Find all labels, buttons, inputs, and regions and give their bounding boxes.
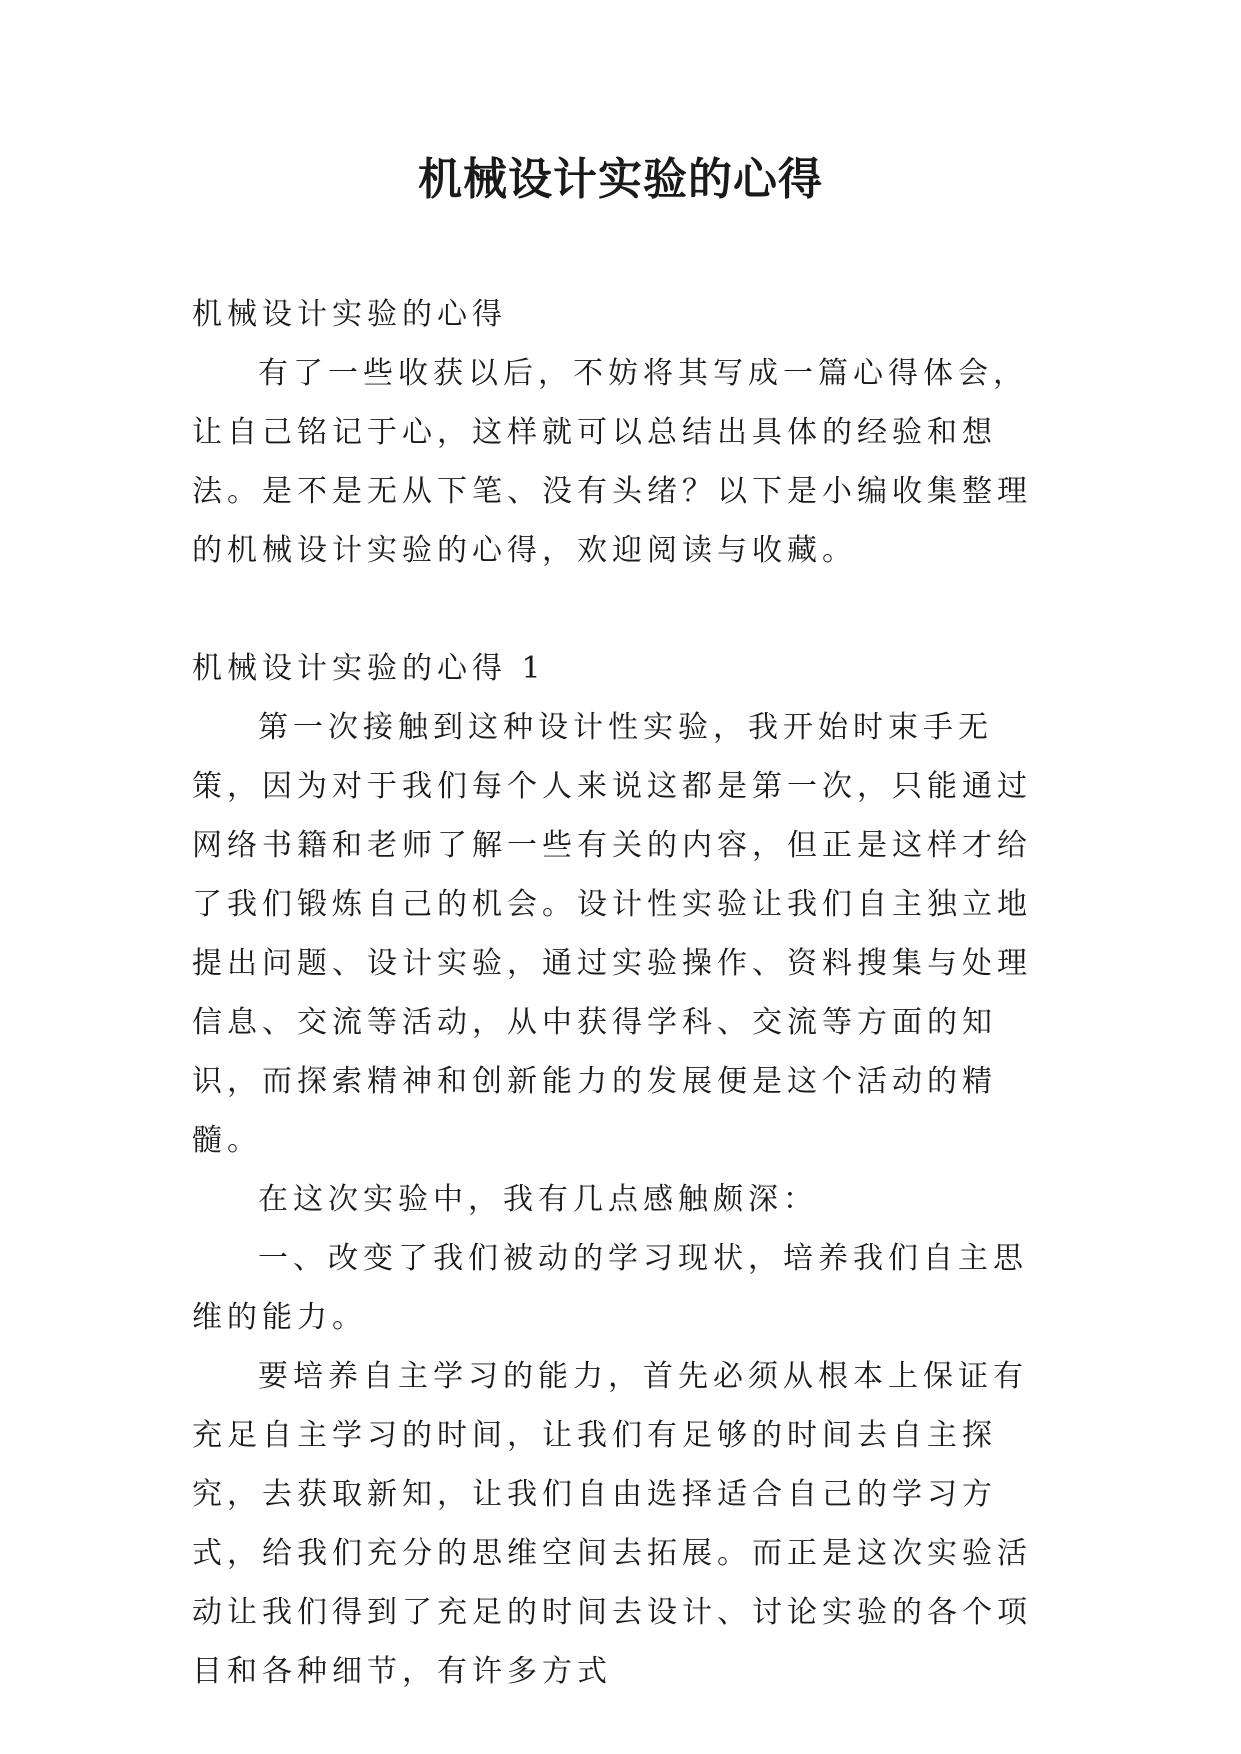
document-title: 机械设计实验的心得 bbox=[418, 154, 823, 205]
intro-paragraph: 有了一些收获以后，不妨将其写成一篇心得体会，让自己铭记于心，这样就可以总结出具体的经验和想法。是不是无从下笔、没有头绪？以下是小编收集整理的机械设计实验的心得，欢迎阅读与收藏。 bbox=[192, 356, 1032, 568]
body-paragraph: 要培养自主学习的能力，首先必须从根本上保证有充足自主学习的时间，让我们有足够的时间去自主探究，去获取新知，让我们自由选择适合自己的学习方式，给我们充分的思维空间去拓展。而正是这次实验活动让我们得到了充足的时间去设计、讨论实验的各个项目和各种细节，有许多方式 bbox=[192, 1359, 1032, 1689]
body-paragraph: 在这次实验中，我有几点感触颇深： bbox=[258, 1182, 818, 1217]
document-subtitle: 机械设计实验的心得 bbox=[192, 297, 507, 332]
body-paragraph: 第一次接触到这种设计性实验，我开始时束手无策，因为对于我们每个人来说这都是第一次，只能通过网络书籍和老师了解一些有关的内容，但正是这样才给了我们锻炼自己的机会。设计性实验让我们自主独立地提出问题、设计实验，通过实验操作、资料搜集与处理信息、交流等活动，从中获得学科、交流等方面的知识，而探索精神和创新能力的发展便是这个活动的精髓。 bbox=[192, 710, 1032, 1158]
section-heading: 机械设计实验的心得 1 bbox=[192, 651, 546, 686]
document-body bbox=[192, 285, 1052, 1701]
body-paragraph: 一、改变了我们被动的学习现状，培养我们自主思维的能力。 bbox=[192, 1241, 1028, 1335]
